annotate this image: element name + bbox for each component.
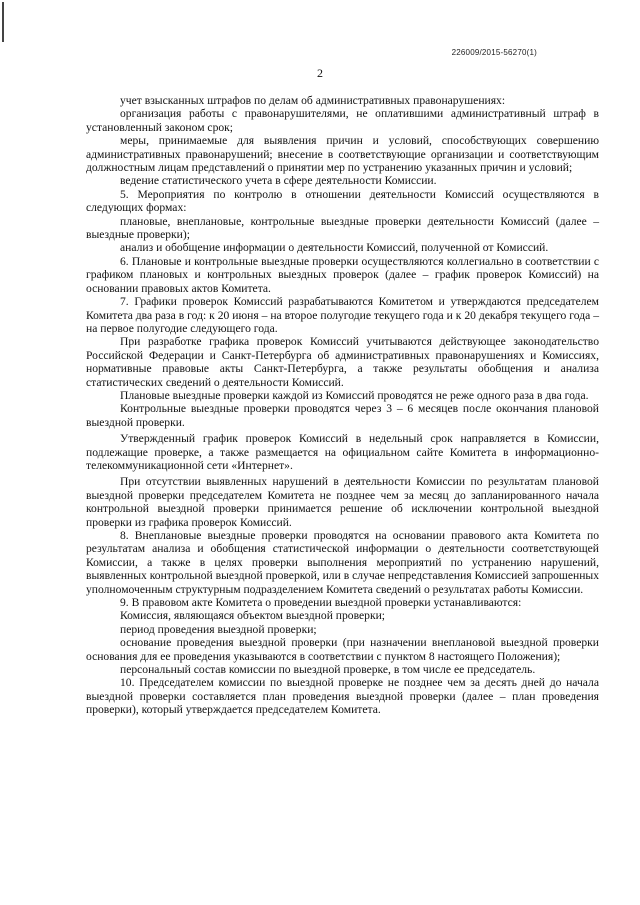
paragraph: персональный состав комиссии по выездной проверке, в том числе ее председатель.	[120, 663, 536, 677]
paragraph: основание проведения выездной проверки (при назначении внеплановой выездной проверки основания для ее проведения указываются в соответствии с пунктом 8 настоящего Положения);	[86, 636, 599, 663]
paragraph: 6. Плановые и контрольные выездные проверки осуществляются коллегиально в соответствии с графиком плановых и контрольных выездных проверок (далее – график проверок Комиссий) на основании правовых актов Комитета.	[86, 254, 599, 295]
paragraph: организация работы с правонарушителями, не оплатившими административный штраф в установленный законом срок;	[86, 107, 599, 134]
paragraph: ведение статистического учета в сфере деятельности Комиссии.	[120, 174, 437, 188]
paragraph: учет взысканных штрафов по делам об административных правонарушениях:	[120, 94, 506, 107]
paragraph: При разработке графика проверок Комиссий учитываются действующее законодательство Российской Федерации и Санкт-Петербурга об административных правонарушениях и Комиссиях, нормативные правовые акты Санкт-Петербурга, а также результаты обобщения и анализа статистических сведений о деятельности Комиссий.	[86, 335, 599, 389]
paragraph: меры, принимаемые для выявления причин и условий, способствующих совершению административных правонарушений; внесение в соответствующие организации и соответствующим должностным лицам представлений о принятии мер по устранению указанных причин и условий;	[86, 134, 599, 175]
paragraph: анализ и обобщение информации о деятельности Комиссий, полученной от Комиссий.	[120, 241, 549, 255]
paragraph: Комиссия, являющаяся объектом выездной проверки;	[120, 609, 385, 623]
paragraph: 5. Мероприятия по контролю в отношении деятельности Комиссий осуществляются в следующих формах:	[86, 187, 599, 215]
paragraph: 7. Графики проверок Комиссий разрабатываются Комитетом и утверждаются председателем Комитета два раза в год: к 20 июня – на второе полугодие текущего года и к 20 декабря текущего года – на первое полугодие следующего года.	[86, 295, 599, 335]
paragraph: Плановые выездные проверки каждой из Комиссий проводятся не реже одного раза в два года.	[120, 388, 589, 402]
paragraph: 9. В правовом акте Комитета о проведении выездной проверки устанавливаются:	[120, 596, 522, 610]
paragraph: Контрольные выездные проверки проводятся через 3 – 6 месяцев после окончания плановой выездной проверки.	[86, 402, 599, 429]
paragraph: 8. Внеплановые выездные проверки проводятся на основании правового акта Комитета по результатам анализа и обобщения статистической информации о деятельности соответствующей Комиссии, а также в целях проверки выполнения мероприятий по устранению нарушений, выявленных контрольной выездной проверкой, или в случае непредставления Комиссией запрошенных уполномоченным структурным подразделением Комитета сведений о результатах работы Комиссии.	[86, 529, 599, 596]
scan-margin-mark	[2, 2, 4, 42]
page-number: 2	[317, 66, 323, 80]
document-body	[86, 94, 599, 717]
document-id: 226009/2015-56270(1)	[451, 48, 537, 57]
paragraph: плановые, внеплановые, контрольные выездные проверки деятельности Комиссий (далее – выездные проверки);	[86, 214, 599, 242]
paragraph: При отсутствии выявленных нарушений в деятельности Комиссии по результатам плановой выездной проверки председателем Комитета не позднее чем за месяц до запланированного начала контрольной выездной проверки принимается решение об исключении контрольной выездной проверки из графика проверок Комиссий.	[86, 475, 599, 529]
paragraph: период проведения выездной проверки;	[120, 622, 317, 636]
paragraph: 10. Председателем комиссии по выездной проверке не позднее чем за десять дней до начала выездной проверки составляется план проведения выездной проверки (далее – план проведения проверки), который утверждается председателем Комитета.	[86, 676, 599, 717]
paragraph: Утвержденный график проверок Комиссий в недельный срок направляется в Комиссии, подлежащие проверке, а также размещается на официальном сайте Комитета в информационно-телекоммуникационной сети «Интернет».	[86, 432, 599, 472]
